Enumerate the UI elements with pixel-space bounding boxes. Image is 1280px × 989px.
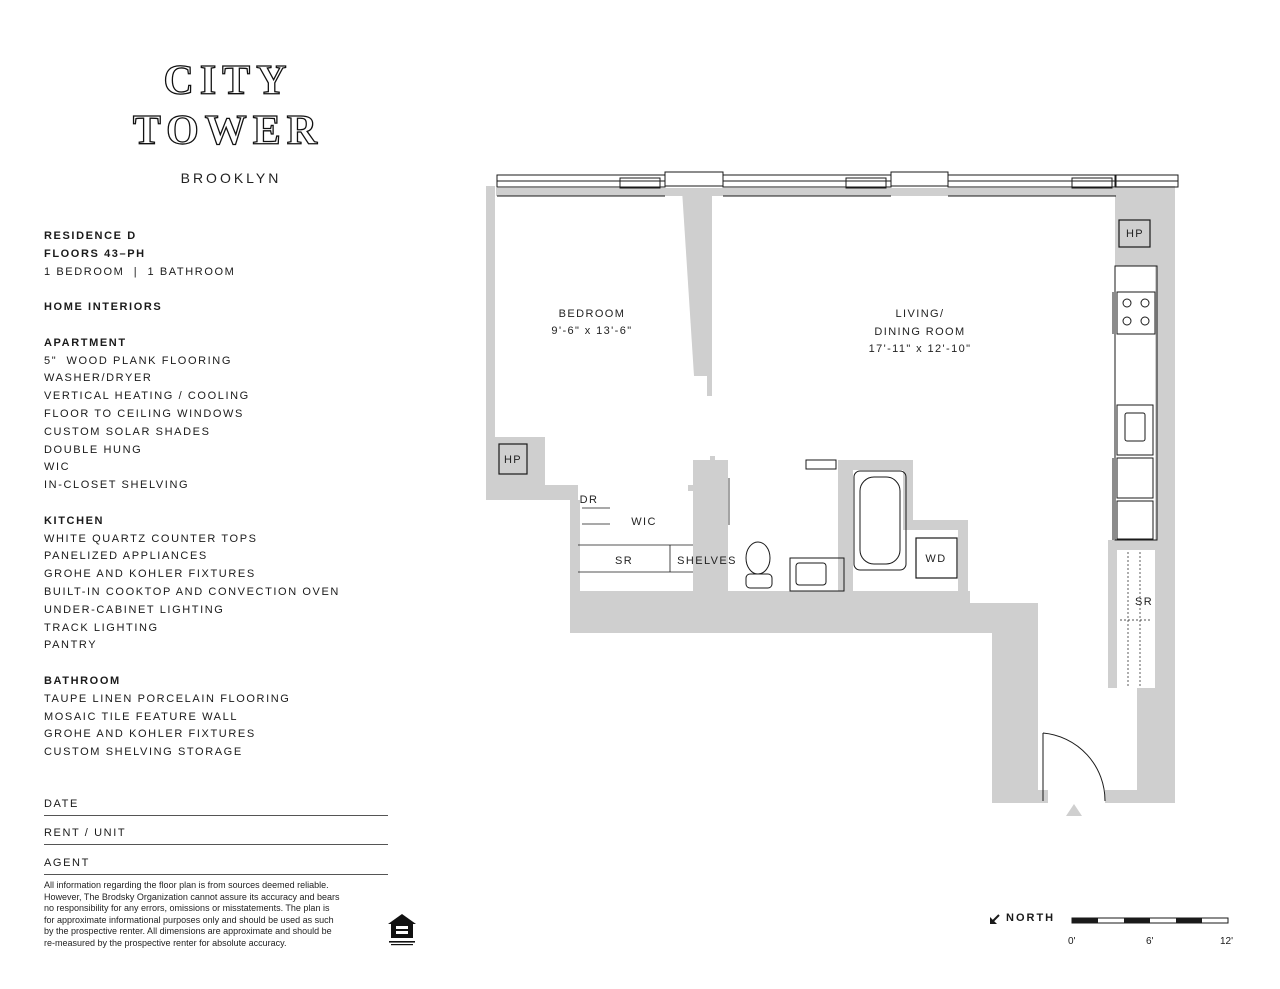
- rent-label: RENT / UNIT: [44, 827, 127, 839]
- scale-label: 6': [1146, 936, 1154, 947]
- kitchen-item: GROHE AND KOHLER FIXTURES: [44, 568, 256, 581]
- north-arrow-icon: [990, 915, 999, 924]
- wic-label: WIC: [631, 516, 657, 528]
- kitchen-item: PANTRY: [44, 639, 98, 652]
- dining-label: DINING ROOM: [874, 326, 966, 338]
- washer-dryer: [916, 538, 957, 578]
- bathroom-fixtures: [746, 460, 906, 591]
- bathroom-heading: BATHROOM: [44, 674, 121, 687]
- home-interiors-heading: HOME INTERIORS: [44, 301, 163, 314]
- kitchen-heading: KITCHEN: [44, 514, 105, 527]
- residence-name: RESIDENCE D: [44, 230, 137, 242]
- scale-label: 12': [1220, 936, 1234, 947]
- sr-label: SR: [614, 555, 634, 567]
- bedroom-dims: 9'-6" x 13'-6": [551, 325, 633, 337]
- kitchen-counter: [1113, 266, 1157, 540]
- north-label: NORTH: [1006, 912, 1056, 924]
- sr-label: SR: [1134, 596, 1154, 608]
- bathroom-item: TAUPE LINEN PORCELAIN FLOORING: [44, 692, 291, 705]
- bathroom-item: CUSTOM SHELVING STORAGE: [44, 746, 243, 759]
- apartment-item: 5" WOOD PLANK FLOORING: [44, 354, 233, 367]
- scale-bar: [1072, 918, 1228, 923]
- apartment-item: DOUBLE HUNG: [44, 443, 143, 456]
- pantry-shelving: [1120, 552, 1150, 686]
- living-label: LIVING/: [895, 308, 945, 320]
- apartment-item: WASHER/DRYER: [44, 372, 153, 385]
- disclaimer-line: no responsibility for any errors, omissions or misstatements. The plan is: [44, 903, 330, 913]
- apartment-item: CUSTOM SOLAR SHADES: [44, 425, 211, 438]
- residence-layout: 1 BEDROOM | 1 BATHROOM: [44, 265, 236, 278]
- bathroom-item: GROHE AND KOHLER FIXTURES: [44, 728, 256, 741]
- residence-floors: FLOORS 43–PH: [44, 247, 146, 260]
- logo-tower: TOWER: [132, 108, 324, 154]
- hp-label: HP: [503, 454, 523, 466]
- kitchen-item: TRACK LIGHTING: [44, 621, 159, 634]
- bedroom-label: BEDROOM: [558, 308, 626, 320]
- disclaimer-line: re-measured by the prospective renter for absolute accuracy.: [44, 937, 287, 948]
- bathroom-item: MOSAIC TILE FEATURE WALL: [44, 710, 239, 723]
- logo-subtitle: BROOKLYN: [180, 170, 282, 186]
- living-dims: 17'-11" x 12'-10": [868, 343, 972, 355]
- entry-arrow: [1066, 804, 1082, 816]
- kitchen-item: BUILT-IN COOKTOP AND CONVECTION OVEN: [44, 585, 340, 598]
- dr-label: DR: [579, 494, 599, 506]
- logo-city: CITY: [163, 58, 293, 104]
- shelves-label: SHELVES: [677, 555, 737, 567]
- apartment-item: WIC: [44, 461, 71, 474]
- disclaimer-line: However, The Brodsky Organization cannot assure its accuracy and bears: [44, 891, 340, 902]
- agent-label: AGENT: [44, 856, 90, 869]
- disclaimer-line: for approximate informational purposes only and should be used as such: [44, 914, 334, 925]
- disclaimer-line: by the prospective renter. All dimensions are approximate and should be: [44, 926, 332, 936]
- wd-label: WD: [925, 553, 947, 565]
- apartment-heading: APARTMENT: [44, 336, 127, 349]
- apartment-item: IN-CLOSET SHELVING: [44, 479, 190, 492]
- apartment-item: FLOOR TO CEILING WINDOWS: [44, 407, 244, 420]
- date-label: DATE: [44, 797, 79, 810]
- scale-label: 0': [1068, 936, 1076, 947]
- hp-label: HP: [1125, 228, 1145, 240]
- apartment-item: VERTICAL HEATING / COOLING: [44, 390, 250, 403]
- kitchen-item: PANELIZED APPLIANCES: [44, 550, 208, 563]
- kitchen-item: WHITE QUARTZ COUNTER TOPS: [44, 532, 258, 545]
- disclaimer-line: All information regarding the floor plan is from sources deemed reliable.: [44, 880, 329, 890]
- entry-door: [1043, 733, 1105, 801]
- kitchen-item: UNDER-CABINET LIGHTING: [44, 603, 225, 616]
